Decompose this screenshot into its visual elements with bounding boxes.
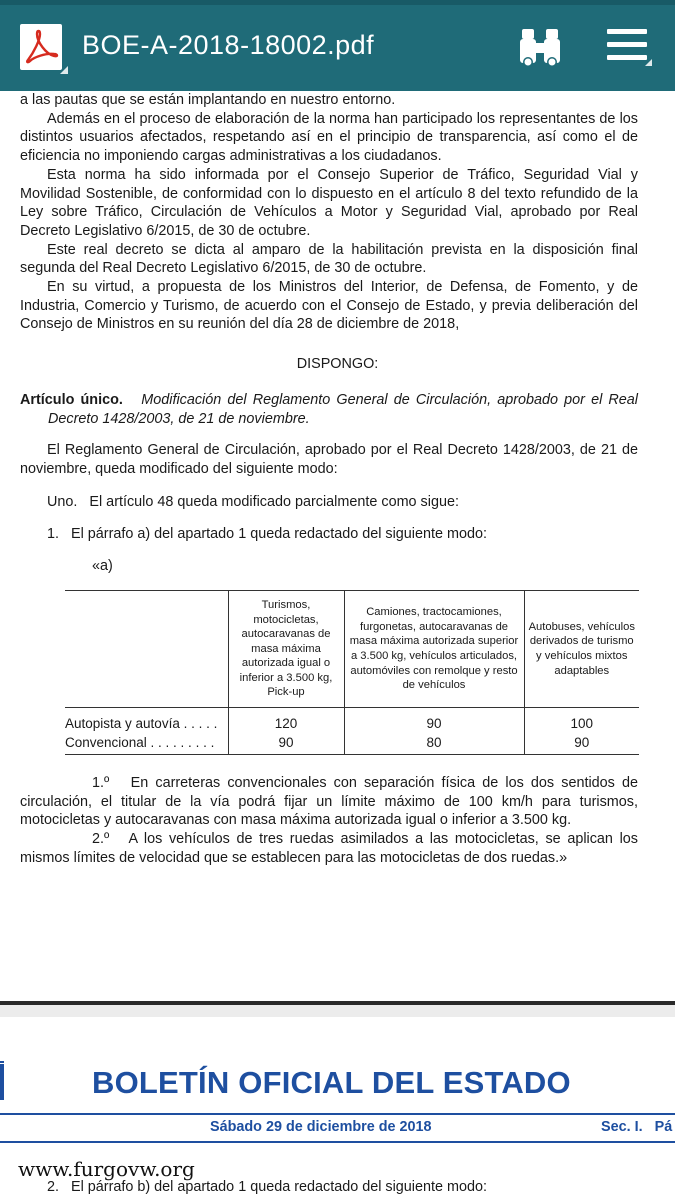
speed-limits-table bbox=[65, 590, 639, 755]
menu-icon-corner bbox=[645, 59, 652, 66]
body-paragraph: Además en el proceso de elaboración de la norma han participado los representantes de los distintos usuarios afectados, respetando así en el principio de transparencia, así como el de eficiencia no imponiendo cargas administrativas a los ciudadanos. bbox=[20, 110, 638, 165]
table-cell: 120 bbox=[228, 708, 344, 734]
boe-date: Sábado 29 de diciembre de 2018 bbox=[210, 1119, 432, 1135]
hamburger-menu-icon[interactable] bbox=[607, 27, 647, 63]
page-gap bbox=[0, 1005, 675, 1017]
document-title: BOE-A-2018-18002.pdf bbox=[82, 30, 375, 60]
body-paragraph: a las pautas que se están implantando en nuestro entorno. bbox=[20, 92, 396, 108]
table-row bbox=[65, 733, 639, 755]
boe-logo-fragment bbox=[0, 1061, 4, 1063]
boe-header-title: BOLETÍN OFICIAL DEL ESTADO bbox=[92, 1065, 571, 1100]
table-cell: 90 bbox=[228, 733, 344, 755]
app-toolbar bbox=[0, 0, 675, 91]
body-paragraph: En su virtud, a propuesta de los Ministros del Interior, de Defensa, de Fomento, y de Industria, Comercio y Turismo, de acuerdo con el Consejo de Estado, y previa deliberación del Consejo de Ministros en su reunión del día 28 de diciembre de 2018, bbox=[20, 279, 638, 333]
quote-a: «a) bbox=[92, 558, 113, 574]
article-title: Modificación del Reglamento General de Circulación, aprobado por el Real Decreto 1428/2003, de 21 de noviembre. bbox=[48, 392, 638, 427]
boe-section: Sec. I. Pá bbox=[601, 1119, 673, 1135]
body-paragraph: Este real decreto se dicta al amparo de la habilitación prevista en la disposición final segunda del Real Decreto Legislativo 6/2015, de 30 de octubre. bbox=[20, 241, 638, 277]
header-rule bbox=[0, 1141, 675, 1143]
pdf-page-2 bbox=[0, 1017, 675, 1200]
item-line: 2. El párrafo b) del apartado 1 queda redactado del siguiente modo: bbox=[47, 1179, 488, 1195]
table-cell: 80 bbox=[344, 733, 524, 755]
note-paragraph: 2.º A los vehículos de tres ruedas asimilados a las motocicletas, se aplican los mismos límites de velocidad que se establecen para las motocicletas de dos ruedas.» bbox=[20, 831, 642, 866]
body-paragraph: Esta norma ha sido informada por el Consejo Superior de Tráfico, Seguridad Vial y Movilidad Sostenible, de conformidad con lo dispuesto en el artículo 8 del texto refundido de la Ley sobre Tráfico, Circulación de Vehículos a Motor y Seguridad Vial, aprobado por Real Decreto Legislativo 6/2015, de 30 de octubre. bbox=[20, 166, 638, 239]
article-label: Artículo único. bbox=[20, 392, 123, 408]
table-cell: 90 bbox=[344, 708, 524, 734]
table-row bbox=[65, 708, 639, 734]
pdf-page bbox=[0, 91, 675, 1001]
row-label: Convencional . . . . . . . . . bbox=[65, 733, 228, 755]
uno-line: Uno. El artículo 48 queda modificado parcialmente como sigue: bbox=[47, 494, 459, 510]
binoculars-icon[interactable] bbox=[517, 25, 563, 71]
article-heading bbox=[20, 391, 638, 428]
table-cell: 90 bbox=[524, 733, 639, 755]
table-header-cell: Turismos, motocicletas, autocaravanas de masa máxima autorizada igual o inferior a 3.500 kg, Pick-up bbox=[228, 591, 344, 708]
item-line: 1. El párrafo a) del apartado 1 queda redactado del siguiente modo: bbox=[47, 526, 488, 542]
table-header-cell: Autobuses, vehículos derivados de turismo y vehículos mixtos adaptables bbox=[524, 591, 639, 708]
dispongo-heading: DISPONGO: bbox=[296, 356, 379, 372]
status-strip bbox=[0, 0, 675, 5]
boe-logo-fragment bbox=[0, 1064, 4, 1100]
pdf-icon-corner bbox=[60, 66, 68, 74]
watermark-text: www.furgovw.org bbox=[18, 1157, 195, 1181]
row-label: Autopista y autovía . . . . . bbox=[65, 716, 218, 731]
note-paragraph: 1.º En carreteras convencionales con separación física de los dos sentidos de circulación, el titular de la vía podrá fijar un límite máximo de 100 km/h para turismos, motocicletas y autocaravanas con masa máxima autorizada igual o inferior a 3.500 kg. bbox=[20, 775, 642, 829]
header-rule bbox=[0, 1113, 675, 1115]
table-header-cell: Camiones, tractocamiones, furgonetas, autocaravanas de masa máxima autorizada superior a 3.500 kg, vehículos articulados, automóviles con remolque y resto de vehículos bbox=[344, 591, 524, 708]
table-corner-cell bbox=[65, 591, 228, 708]
adobe-pdf-icon[interactable] bbox=[20, 24, 62, 70]
body-paragraph: El Reglamento General de Circulación, aprobado por el Real Decreto 1428/2003, de 21 de noviembre, queda modificado del siguiente modo: bbox=[20, 442, 638, 477]
table-cell: 100 bbox=[524, 708, 639, 734]
